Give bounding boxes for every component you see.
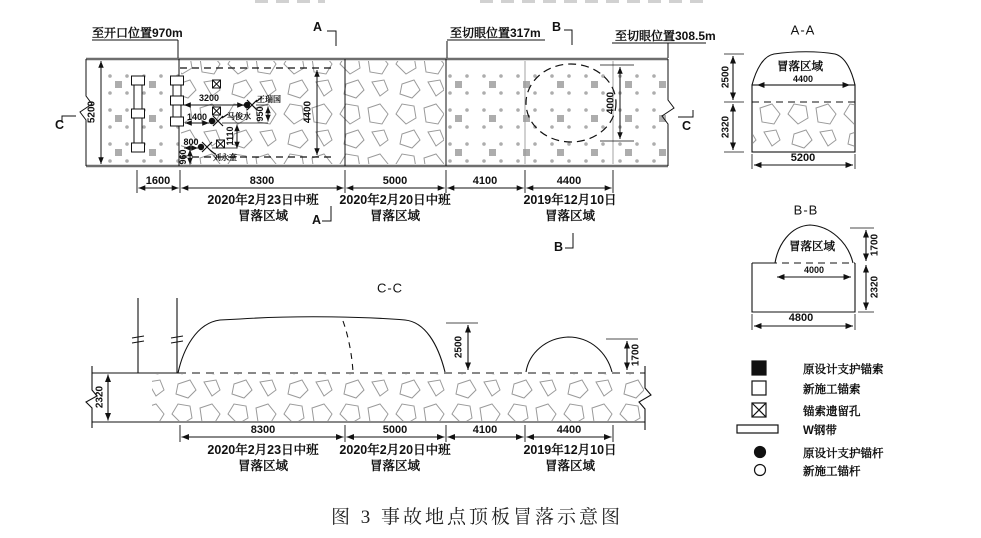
cc-area-label-3: [523, 442, 616, 475]
plan-area-label-2: [339, 192, 450, 225]
area-date: 2019年12月10日: [523, 193, 617, 207]
plan-area-label-1: [207, 192, 318, 225]
plan-dim-1400: 1400: [186, 112, 208, 122]
area-region: 冒落区域: [237, 209, 289, 224]
section-cc-drawing: [86, 298, 651, 442]
legend-symbols: [737, 361, 778, 476]
plan-dim-960: 960: [178, 149, 188, 165]
section-marker-b-top: B: [552, 20, 562, 34]
plan-area-label-3: [523, 192, 616, 225]
plan-dim-1110: 1110: [225, 126, 235, 146]
cc-dim-8300: 8300: [250, 424, 276, 436]
bb-dim-2320: 2320: [869, 275, 881, 299]
plan-dim-4100: 4100: [472, 175, 498, 187]
victim-name-3: 刘永奎: [213, 153, 237, 162]
area-region: 冒落区域: [544, 459, 595, 474]
open-circle-icon: [755, 465, 766, 476]
legend-item-leftover-hole: 锚索遗留孔: [803, 406, 861, 418]
area-date: 2020年2月20日中班: [339, 193, 451, 207]
cc-dim-2320: 2320: [94, 385, 106, 409]
section-marker-a-bottom: A: [312, 213, 322, 227]
section-marker-a-top: A: [313, 20, 323, 34]
area-date: 2020年2月20日中班: [339, 443, 451, 457]
area-region: 冒落区域: [544, 209, 595, 224]
victim-name-2: 马俊水: [227, 112, 251, 121]
bb-dim-4000: 4000: [803, 265, 825, 275]
aa-dim-4400: 4400: [792, 74, 814, 84]
plan-dim-5200: 5200: [86, 100, 98, 124]
section-cc-title: C-C: [376, 280, 404, 296]
plan-dim-1600: 1600: [145, 175, 171, 187]
legend-item-original-cable: 原设计支护锚索: [803, 364, 884, 376]
area-region: 冒落区域: [369, 209, 421, 224]
legend-item-w-band: W钢带: [803, 425, 837, 437]
section-marker-c-left: C: [55, 118, 65, 132]
plan-dim-3200: 3200: [198, 93, 220, 103]
figure-caption: 图 3 事故地点顶板冒落示意图: [330, 507, 624, 528]
section-aa-region-label: 冒落区域: [777, 61, 823, 73]
aa-dim-5200: 5200: [790, 152, 816, 164]
cc-dim-1700: 1700: [630, 343, 642, 367]
victim-name-1: 王瑞国: [257, 95, 281, 104]
bb-dim-4800: 4800: [788, 312, 814, 324]
plan-dim-4400: 4400: [302, 100, 314, 124]
plan-dim-4400b: 4400: [556, 175, 582, 187]
cc-dim-2500: 2500: [453, 335, 465, 359]
section-aa-title: A-A: [790, 22, 816, 38]
legend-item-new-bolt: 新施工锚杆: [803, 466, 861, 478]
cc-area-label-2: [339, 442, 450, 475]
legend-item-new-cable: 新施工锚索: [803, 384, 861, 396]
open-square-icon: [752, 381, 766, 395]
section-bb-region-label: 冒落区域: [789, 241, 835, 253]
area-date: 2020年2月23日中班: [207, 193, 319, 207]
section-bb-title: B-B: [793, 202, 819, 218]
plan-dim-800: 800: [183, 137, 199, 147]
area-region: 冒落区域: [237, 459, 289, 474]
aa-dim-2320: 2320: [720, 115, 732, 139]
bb-dim-1700: 1700: [869, 233, 881, 257]
aa-dim-2500: 2500: [720, 65, 732, 89]
cc-dim-4400: 4400: [556, 424, 582, 436]
cc-dim-4100: 4100: [472, 424, 498, 436]
area-region: 冒落区域: [369, 459, 421, 474]
label-to-cut-317: 至切眼位置317m: [450, 26, 541, 40]
filled-circle-icon: [755, 447, 766, 458]
section-marker-c-right: C: [682, 119, 692, 133]
label-to-cut-308: 至切眼位置308.5m: [615, 29, 716, 43]
plan-dim-5000: 5000: [382, 175, 408, 187]
area-date: 2020年2月23日中班: [207, 443, 319, 457]
area-date: 2019年12月10日: [523, 443, 617, 457]
plan-dim-950: 950: [255, 106, 265, 122]
plan-dim-8300: 8300: [249, 175, 275, 187]
label-to-opening: 至开口位置970m: [92, 26, 183, 40]
crossed-square-icon: [752, 403, 766, 417]
legend-item-original-bolt: 原设计支护锚杆: [803, 448, 884, 460]
cc-dim-5000: 5000: [382, 424, 408, 436]
plan-dim-4000: 4000: [605, 91, 617, 115]
section-marker-b-bottom: B: [554, 240, 564, 254]
filled-square-icon: [752, 361, 766, 375]
cc-area-label-1: [207, 442, 318, 475]
w-steel-band-icon: [737, 425, 778, 433]
